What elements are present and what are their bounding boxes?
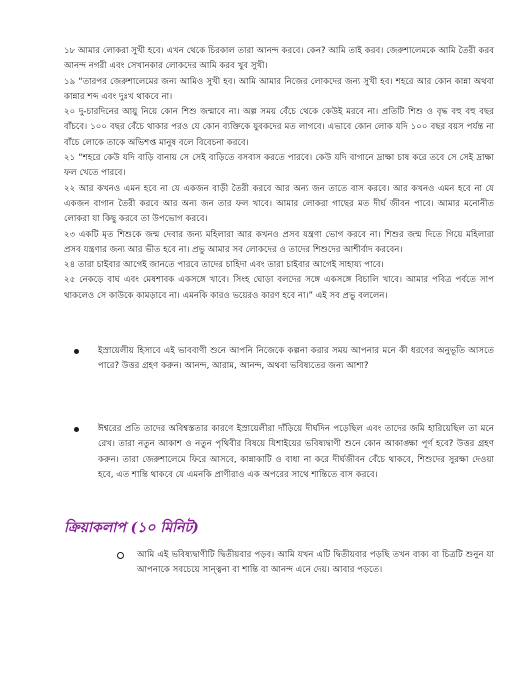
scripture-passage [64, 44, 494, 304]
circle-bullet-icon [117, 552, 124, 559]
bullet-text: ঈশ্বরের প্রতি তাদের অবিশ্বস্ততার কারণে ইস্রায়েলীরা দাঁড়িয়ে দীর্ঘদিন পড়েছিল এবং তাদের জমি হারিয়েছিল তা মনে রেখ। তারা নতুন আকাশ ও নতুন পৃথিবীর বিষয়ে যিশাইয়ের ভবিষ্যদ্বাণী শুনে কোন আকাঙ্ক্ষা পূর্ণ হবে? উত্তর গ্রহণ করুন। তারা জেরুশালেমে ফিরে আসবে, কান্নাকাটি ও বাধা না করে দীর্ঘজীবন বেঁচে থাকবে, শিশুদের সুরক্ষা দেওয়া হবে, এত শান্তি থাকবে যে এমনকি প্রাণীরাও এক অপরের সাথে শান্তিতে বাস করবে। [98, 424, 494, 480]
bullet-icon [74, 427, 79, 432]
verse-23: ২৩ একটি মৃত শিশুকে জন্ম দেবার জন্য মহিলারা আর কখনও প্রসব যন্ত্রণা ভোগ করবে না। শিশুর জন্ম দিতে গিয়ে মহিলারা প্রসব যন্ত্রণার জন্য আর ভীত হবে না। প্রভু আমার সব লোকদের ও তাদের শিশুদের আশীর্বাদ করবেন। [64, 229, 494, 255]
section-heading: ক্রিয়াকলাপ (১০ মিনিট) [64, 520, 199, 536]
verse-22: ২২ আর কখনও এমন হবে না যে একজন বাড়ী তৈরী করবে আর অন্য জন তাতে বাস করবে। আর কখনও এমন হবে না যে একজন বাগান তৈরী করবে আর অন্য জন তার ফল খাবে। আমার লোকরা গাছের মত দীর্ঘ জীবন পাবে। আমার মনোনীত লোকরা যা কিছু করবে তা উপভোগ করবে। [64, 183, 494, 225]
bullet-item [98, 344, 494, 375]
verse-24: ২৪ তারা চাইবার আগেই জানতে পারবে তাদের চাহিদা এবং তারা চাইবার আগেই সাহায্য পাবে। [64, 260, 384, 271]
verse-19: ১৯ “তারপর জেরুশালেমের জন্য আমিও সুখী হব। আমি আমার নিজের লোকদের জন্য সুখী হব। শহরে আর কোন কান্না অথবা কান্নার শব্দ এবং দুঃখ থাকবে না। [64, 76, 494, 102]
sub-item-text: আমি এই ভবিষ্যদ্বাণীটি দ্বিতীয়বার পড়ব। আমি যখন এটি দ্বিতীয়বার পড়ছি তখন বাক্য বা চিত্রটি শুনুন যা আপনাকে সবচেয়ে সান্ত্বনা বা শান্তি বা আনন্দ এনে দেয়। আবার পড়তে। [137, 550, 494, 576]
verse-25: ২৫ নেকড়ে বাঘ এবং মেষশাবক একসঙ্গে খাবে। সিংহ ঘোড়া বলদের সঙ্গে একসঙ্গে বিচালি খাবে। আমার পবিত্র পর্বতে সাপ থাকলেও সে কাউকে কামড়াবে না। এমনকি কারও ভয়েরও কারণ হবে না।” এই সব প্রভু বললেন। [64, 275, 494, 301]
verse-20: ২০ দু-চারদিনের আয়ু নিয়ে কোন শিশু জন্মাবে না। অল্প সময় বেঁচে থেকে কেউই মরবে না। প্রতিটি শিশু ও বৃদ্ধ বহু বহু বছর বাঁচবে। ১০০ বছর বেঁচে থাকার পরও যে কোন ব্যক্তিকে যুবকদের মত লাগবে। এভাবে কোন লোক যদি ১০০ বছর বয়স পর্যন্ত না বাঁচে লোকে তাকে অভিশপ্ত মানুষ বলে বিবেচনা করবে। [64, 107, 494, 148]
bullet-item [98, 422, 494, 483]
bullet-text: ইস্রায়েলীয় হিসাবে এই ভাববাণী শুনে আপনি নিজেকে কল্পনা করার সময় আপনার মনে কী ধরণের অনুভূতি আসতে পারে? উত্তর গ্রহণ করুন। আনন্দ, আরাম, আনন্দ, অথবা ভবিষ্যতের জন্য আশা? [98, 346, 494, 372]
sub-list-item [137, 548, 494, 579]
verse-18: ১৮ আমার লোকরা সুখী হবে। এখন থেকে চিরকাল তারা আনন্দ করবে। কেন? আমি তাই করব। জেরুশালেমকে আমি তৈরী করব আনন্দ নগরী এবং সেখানকার লোকদের আমি করব খুব সুখী। [64, 46, 494, 72]
bullet-icon [74, 349, 79, 354]
verse-21: ২১ “শহরে কেউ যদি বাড়ি বানায় সে সেই বাড়িতে বসবাস করতে পারবে। কেউ যদি বাগানে দ্রাক্ষা চাষ করে তবে সে সেই দ্রাক্ষা ফল খেতে পারবে। [64, 153, 494, 179]
